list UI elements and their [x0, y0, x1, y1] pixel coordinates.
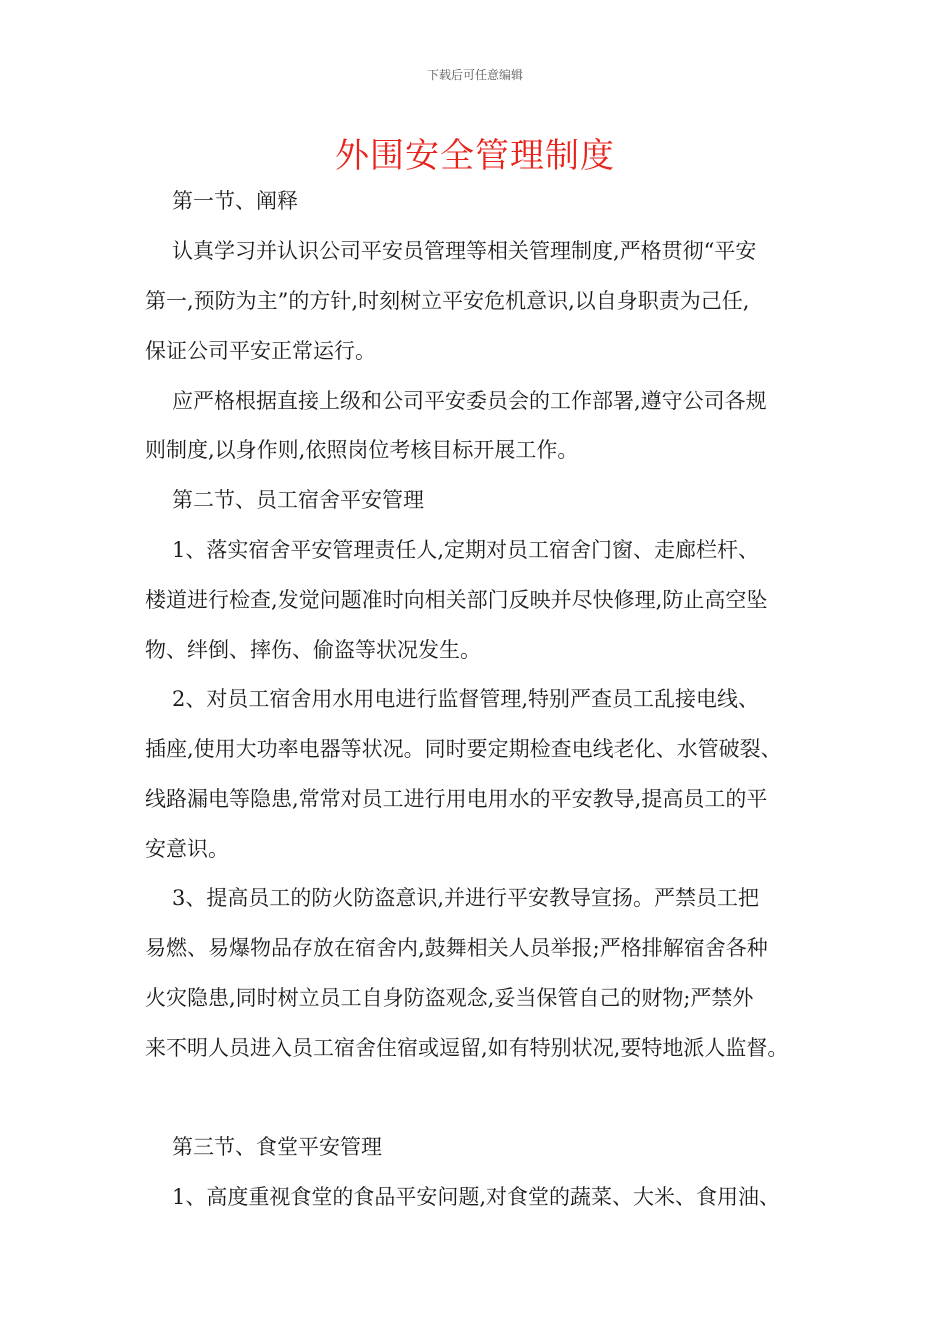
paragraph-line: 认真学习并认识公司平安员管理等相关管理制度,严格贯彻“平安	[172, 239, 757, 263]
document-title: 外围安全管理制度	[335, 136, 615, 176]
paragraph-line: 楼道进行检查,发觉问题准时向相关部门反映并尽快修理,防止高空坠	[145, 588, 768, 612]
paragraph-line: 保证公司平安正常运行。	[145, 339, 376, 363]
section-heading-1: 第一节、阐释	[172, 189, 298, 213]
section-heading-2: 第二节、员工宿舍平安管理	[172, 488, 424, 512]
paragraph-line: 安意识。	[145, 837, 229, 861]
paragraph-line: 2、对员工宿舍用水用电进行监督管理,特别严查员工乱接电线、	[172, 687, 760, 711]
paragraph-line: 来不明人员进入员工宿舍住宿或逗留,如有特别状况,要特地派人监督。	[145, 1036, 789, 1060]
paragraph-line: 易燃、易爆物品存放在宿舍内,鼓舞相关人员举报;严格排解宿舍各种	[145, 936, 768, 960]
paragraph-line: 1、落实宿舍平安管理责任人,定期对员工宿舍门窗、走廊栏杆、	[172, 538, 760, 562]
section-heading-3: 第三节、食堂平安管理	[172, 1135, 382, 1159]
paragraph-line: 第一,预防为主”的方针,时刻树立平安危机意识,以自身职责为己任,	[145, 289, 750, 313]
paragraph-line: 3、提高员工的防火防盗意识,并进行平安教导宣扬。严禁员工把	[172, 886, 760, 910]
paragraph-line: 线路漏电等隐患,常常对员工进行用电用水的平安教导,提高员工的平	[145, 787, 768, 811]
paragraph-line: 1、高度重视食堂的食品平安问题,对食堂的蔬菜、大米、食用油、	[172, 1185, 781, 1209]
page-header: 下载后可任意编辑	[426, 68, 523, 82]
paragraph-line: 物、绊倒、摔伤、偷盗等状况发生。	[145, 638, 481, 662]
paragraph-line: 插座,使用大功率电器等状况。同时要定期检查电线老化、水管破裂、	[145, 737, 782, 761]
paragraph-line: 火灾隐患,同时树立员工自身防盗观念,妥当保管自己的财物;严禁外	[145, 986, 754, 1010]
paragraph-line: 应严格根据直接上级和公司平安委员会的工作部署,遵守公司各规	[172, 389, 767, 413]
paragraph-line: 则制度,以身作则,依照岗位考核目标开展工作。	[145, 438, 579, 462]
